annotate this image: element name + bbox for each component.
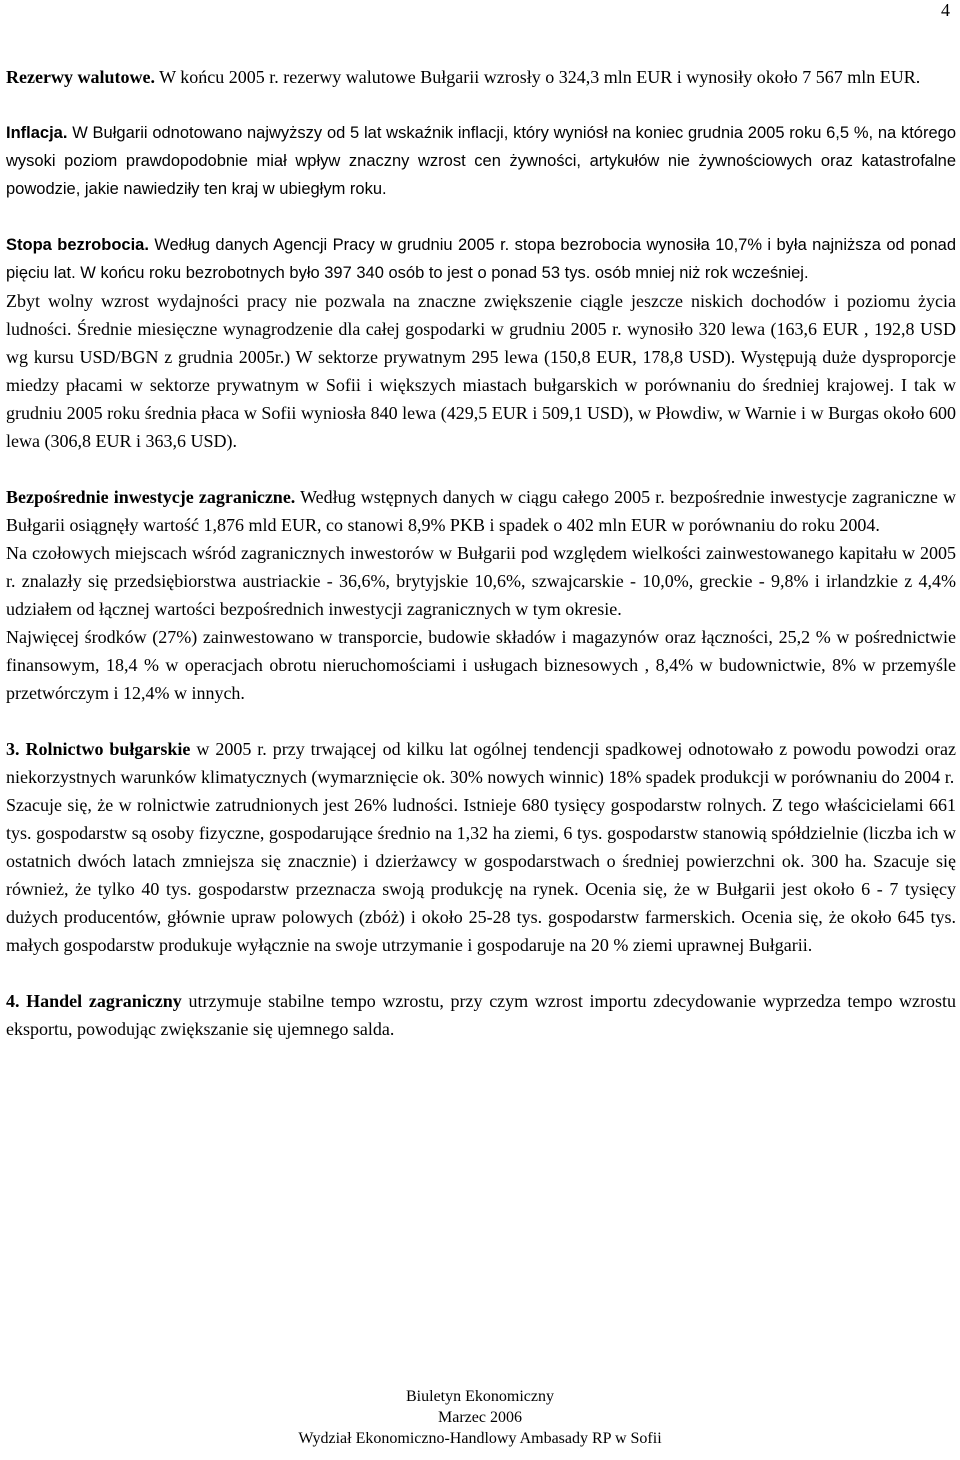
text-rolnictwo-1: w 2005 r. przy trwającej od kilku lat ogólnej tendencji spadkowej odnotowało z powodu powodzi oraz niekorzystnych warunków klimatycznych (wymarznięcie ok. 30% nowych winnic) 18% spadek produkcji w porównaniu do 2004 r. (6, 739, 956, 787)
section-inflacja (6, 119, 956, 203)
paragraph-wynagrodzenia: Zbyt wolny wzrost wydajności pracy nie pozwala na znaczne zwiększenie ciągle jeszcze niskich dochodów i poziomu życia ludności. Średnie miesięczne wynagrodzenie dla całej gospodarki w grudniu 2005 r. wynosiło 320 lewa (163,6 EUR , 192,8 USD wg kursu USD/BGN z grudnia 2005r.) W sektorze prywatnym 295 lewa (150,8 EUR, 178,8 USD). Występują duże dysproporcje miedzy płacami w sektorze prywatnym w Sofii i większych miastach bułgarskich w porównaniu do średniej krajowej. I tak w grudniu 2005 roku średnia płaca w Sofii wyniosła 840 lewa (429,5 EUR i 509,1 USD), w Płowdiw, w Warnie i w Burgas około 600 lewa (306,8 EUR i 363,6 USD). (6, 291, 956, 451)
section-inwestycje (6, 483, 956, 539)
text-rezerwy: W końcu 2005 r. rezerwy walutowe Bułgarii wzrosły o 324,3 mln EUR i wynosiły około 7 567 mln EUR. (154, 67, 921, 87)
spacer (6, 707, 956, 735)
paragraph-rolnictwo-2: Szacuje się, że w rolnictwie zatrudnionych jest 26% ludności. Istnieje 680 tysięcy gospodarstw rolnych. Z tego właścicielami 661 tys. gospodarstw są osoby fizyczne, gospodarujące średnio na 1,32 ha ziemi, 6 tys. gospodarstw stanowią spółdzielnie (liczba ich w ostatnich dwóch latach zmniejsza się znacznie) i dzierżawcy w gospodarstwach o średniej powierzchni ok. 300 ha. Szacuje się również, że tylko 40 tys. gospodarstw przeznacza swoją produkcję na rynek. Ocenia się, że w Bułgarii jest około 6 - 7 tysięcy dużych producentów, głównie upraw polowych (zbóż) i około 25-28 tys. gospodarstw farmerskich. Ocenia się, że około 645 tys. małych gospodarstw produkuje wyłącznie na swoje utrzymanie i gospodaruje na 20 % ziemi uprawnej Bułgarii. (6, 795, 956, 955)
footer-publication: Biuletyn Ekonomiczny (406, 1388, 554, 1405)
paragraph-inwestorzy: Na czołowych miejscach wśród zagranicznych inwestorów w Bułgarii pod względem wielkości zainwestowanego kapitału w 2005 r. znalazły się przedsiębiorstwa austriackie - 36,6%, brytyjskie 10,6%, szwajcarskie - 10,0%, greckie - 9,8% i irlandzkie z 4,4% udziałem od łącznej wartości bezpośrednich inwestycji zagranicznych w tym okresie. (6, 543, 956, 619)
section-rolnictwo (6, 735, 956, 791)
section-bezrobocie (6, 231, 956, 287)
document-body (6, 63, 956, 1043)
heading-inwestycje: Bezpośrednie inwestycje zagraniczne. (6, 487, 296, 507)
heading-rezerwy: Rezerwy walutowe. (6, 67, 155, 87)
page-number: 4 (941, 0, 950, 20)
text-inwestycje-1: Według wstępnych danych w ciągu całego 2005 r. bezpośrednie inwestycje zagraniczne w Bułgarii osiągnęły wartość 1,876 mld EUR, co stanowi 8,9% PKB i spadek o 402 mln EUR w porównaniu do roku 2004. (6, 487, 957, 535)
text-bezrobocie-1: Według danych Agencji Pracy w grudniu 2005 r. stopa bezrobocia wynosiła 10,7% i była najniższa od ponad pięciu lat. W końcu roku bezrobotnych było 397 340 osób to jest o ponad 53 tys. osób mniej niż rok wcześniej. (6, 236, 957, 282)
spacer (6, 203, 956, 231)
text-handel: utrzymuje stabilne tempo wzrostu, przy czym wzrost importu zdecydowanie wyprzedza tempo wzrostu eksportu, powodując zwiększanie się ujemnego salda. (6, 991, 956, 1039)
footer-department: Wydział Ekonomiczno-Handlowy Ambasady RP w Sofii (298, 1430, 662, 1447)
spacer (6, 455, 956, 483)
heading-handel: 4. Handel zagraniczny (6, 991, 182, 1011)
heading-rolnictwo: 3. Rolnictwo bułgarskie (6, 739, 191, 759)
page-footer (0, 1386, 960, 1449)
paragraph-srodki: Najwięcej środków (27%) zainwestowano w transporcie, budowie składów i magazynów oraz łączności, 25,2 % w pośrednictwie finansowym, 18,4 % w operacjach obrotu nieruchomościami i usługach biznesowych , 8,4% w budownictwie, 8% w przemyśle przetwórczym i 12,4% w innych. (6, 627, 956, 703)
spacer (6, 959, 956, 987)
heading-inflacja: Inflacja. (6, 124, 68, 142)
section-handel (6, 987, 956, 1043)
spacer (6, 91, 956, 119)
text-inflacja: W Bułgarii odnotowano najwyższy od 5 lat wskaźnik inflacji, który wyniósł na koniec grudnia 2005 roku 6,5 %, na którego wysoki poziom prawdopodobnie miał wpływ znaczny wzrost cen żywności, artykułów nie żywnościowych oraz katastrofalne powodzie, jakie nawiedziły ten kraj w ubiegłym roku. (6, 124, 956, 198)
footer-date: Marzec 2006 (438, 1409, 522, 1426)
section-rezerwy (6, 63, 956, 91)
heading-bezrobocie: Stopa bezrobocia. (6, 236, 149, 254)
